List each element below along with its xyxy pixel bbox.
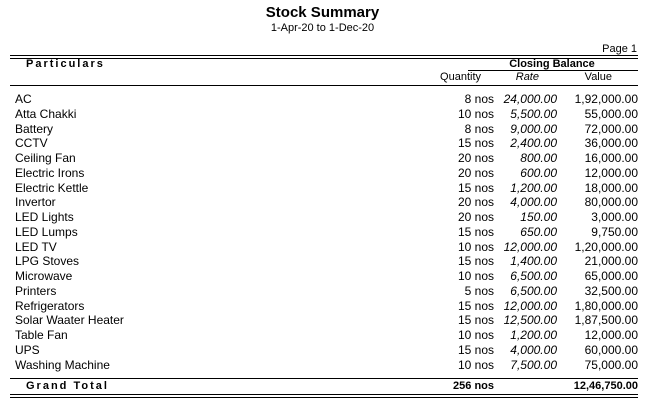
- item-quantity: 20 nos: [457, 165, 494, 180]
- item-quantity: 15 nos: [457, 224, 494, 239]
- item-value: 80,000.00: [584, 195, 638, 210]
- item-quantity: 5 nos: [464, 283, 494, 298]
- item-name: Atta Chakki: [15, 106, 77, 121]
- item-name: LED Lights: [15, 210, 74, 224]
- item-name: Battery: [15, 121, 54, 136]
- stock-item-row: [0, 136, 645, 151]
- closing-balance-rule: [468, 70, 638, 71]
- column-header-closing-balance: Closing Balance: [509, 58, 595, 70]
- item-name: Table Fan: [15, 328, 68, 342]
- item-quantity: 10 nos: [457, 269, 494, 283]
- item-value: 72,000.00: [584, 121, 638, 136]
- stock-item-row: [0, 181, 645, 196]
- item-rate: 650.00: [520, 224, 557, 239]
- stock-item-row: [0, 358, 645, 373]
- item-quantity: 10 nos: [457, 357, 494, 372]
- grand-total-label: Grand Total: [26, 380, 109, 392]
- item-rate: 12,000.00: [503, 239, 557, 254]
- item-name: Printers: [15, 283, 57, 298]
- item-quantity: 8 nos: [464, 92, 494, 106]
- item-value: 36,000.00: [584, 136, 638, 151]
- item-quantity: 20 nos: [457, 210, 494, 224]
- item-value: 32,500.00: [584, 283, 638, 298]
- item-name: Electric Irons: [15, 165, 85, 180]
- stock-item-row: [0, 343, 645, 358]
- stock-item-row: [0, 313, 645, 328]
- grand-total-value: 12,46,750.00: [573, 380, 638, 392]
- item-quantity: 15 nos: [457, 254, 494, 269]
- item-rate: 150.00: [520, 210, 557, 224]
- item-quantity: 10 nos: [457, 239, 494, 254]
- total-top-rule: [10, 378, 638, 379]
- item-name: Washing Machine: [15, 357, 110, 372]
- item-rate: 6,500.00: [510, 283, 557, 298]
- stock-item-row: [0, 166, 645, 181]
- item-value: 1,80,000.00: [574, 298, 638, 313]
- item-value: 1,20,000.00: [574, 239, 638, 254]
- item-rate: 5,500.00: [510, 106, 557, 121]
- item-rate: 2,400.00: [510, 136, 557, 151]
- item-rate: 800.00: [520, 151, 557, 165]
- stock-item-row: [0, 299, 645, 314]
- item-quantity: 10 nos: [457, 328, 494, 342]
- stock-item-row: [0, 269, 645, 284]
- item-rate: 1,200.00: [510, 180, 557, 195]
- item-value: 65,000.00: [584, 269, 638, 283]
- item-name: UPS: [15, 342, 40, 357]
- column-header-particulars: Particulars: [26, 58, 105, 70]
- stock-item-row: [0, 328, 645, 343]
- stock-item-row: [0, 195, 645, 210]
- item-value: 12,000.00: [584, 328, 638, 342]
- stock-item-row: [0, 92, 645, 107]
- item-rate: 12,000.00: [503, 298, 557, 313]
- item-value: 55,000.00: [584, 106, 638, 121]
- item-value: 21,000.00: [584, 254, 638, 269]
- stock-item-row: [0, 225, 645, 240]
- item-rate: 9,000.00: [510, 121, 557, 136]
- item-value: 12,000.00: [584, 165, 638, 180]
- item-value: 75,000.00: [584, 357, 638, 372]
- item-name: Electric Kettle: [15, 180, 89, 195]
- item-rate: 7,500.00: [510, 357, 557, 372]
- item-rate: 12,500.00: [503, 313, 557, 328]
- item-name: Invertor: [15, 195, 56, 210]
- item-rate: 6,500.00: [510, 269, 557, 283]
- stock-item-row: [0, 210, 645, 225]
- item-rate: 1,400.00: [510, 254, 557, 269]
- item-name: Refrigerators: [15, 298, 85, 313]
- total-bottom-rule: [10, 394, 638, 398]
- item-name: Solar Waater Heater: [15, 313, 124, 328]
- item-rate: 600.00: [520, 165, 557, 180]
- page-number: Page 1: [602, 43, 637, 55]
- item-quantity: 15 nos: [457, 180, 494, 195]
- item-value: 1,92,000.00: [574, 92, 638, 106]
- item-quantity: 15 nos: [457, 342, 494, 357]
- stock-item-row: [0, 107, 645, 122]
- item-quantity: 15 nos: [457, 298, 494, 313]
- item-name: Ceiling Fan: [15, 151, 76, 165]
- item-name: Microwave: [15, 269, 73, 283]
- stock-item-row: [0, 240, 645, 255]
- item-rate: 1,200.00: [510, 328, 557, 342]
- item-quantity: 15 nos: [457, 313, 494, 328]
- stock-item-row: [0, 122, 645, 137]
- item-value: 16,000.00: [584, 151, 638, 165]
- column-header-rate: Rate: [515, 71, 539, 83]
- item-quantity: 8 nos: [464, 121, 494, 136]
- column-header-quantity: Quantity: [440, 71, 481, 83]
- stock-item-row: [0, 284, 645, 299]
- item-rate: 4,000.00: [510, 342, 557, 357]
- grand-total-quantity: 256 nos: [453, 380, 494, 392]
- item-name: LPG Stoves: [15, 254, 80, 269]
- item-quantity: 10 nos: [457, 106, 494, 121]
- item-name: CCTV: [15, 136, 48, 151]
- item-quantity: 20 nos: [457, 151, 494, 165]
- item-value: 9,750.00: [591, 224, 638, 239]
- stock-item-row: [0, 151, 645, 166]
- stock-item-row: [0, 254, 645, 269]
- item-name: LED Lumps: [15, 224, 78, 239]
- report-title: Stock Summary: [265, 4, 380, 21]
- item-rate: 4,000.00: [510, 195, 557, 210]
- item-quantity: 20 nos: [457, 195, 494, 210]
- item-value: 1,87,500.00: [574, 313, 638, 328]
- item-name: AC: [15, 92, 32, 106]
- report-period: 1-Apr-20 to 1-Dec-20: [270, 22, 375, 34]
- item-rate: 24,000.00: [503, 92, 557, 106]
- item-value: 60,000.00: [584, 342, 638, 357]
- item-value: 3,000.00: [591, 210, 638, 224]
- item-name: LED TV: [15, 239, 57, 254]
- column-header-value: Value: [584, 71, 612, 83]
- item-quantity: 15 nos: [457, 136, 494, 151]
- stock-items-list: [0, 92, 645, 372]
- item-value: 18,000.00: [584, 180, 638, 195]
- header-bottom-rule: [10, 85, 638, 86]
